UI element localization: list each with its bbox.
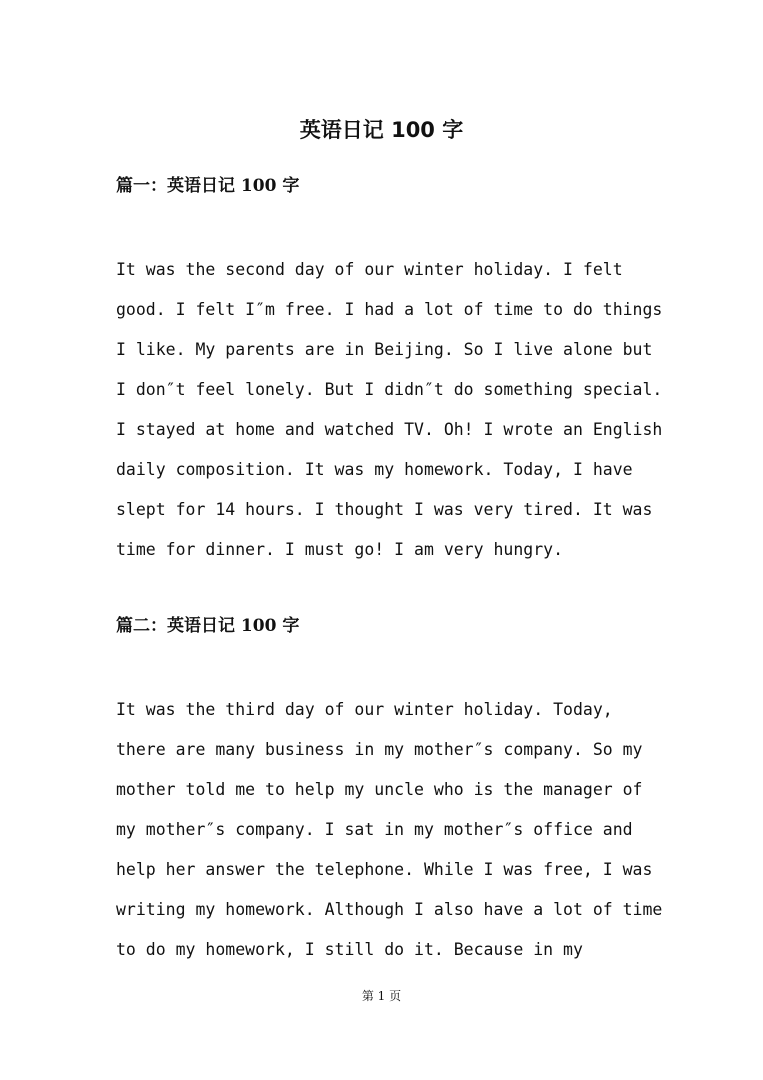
document-title: 英语日记 100 字 bbox=[299, 118, 464, 142]
text-line: good. I felt I″m free. I had a lot of time to do things bbox=[116, 300, 663, 319]
text-line: I like. My parents are in Beijing. So I live alone but bbox=[116, 340, 653, 359]
section-heading-2: 篇二：英语日记 100 字 bbox=[116, 616, 300, 636]
text-line: to do my homework, I still do it. Because in my bbox=[116, 940, 583, 959]
text-line: writing my homework. Although I also have a lot of time bbox=[116, 900, 663, 919]
text-line: slept for 14 hours. I thought I was very tired. It was bbox=[116, 500, 653, 519]
text-line: I don″t feel lonely. But I didn″t do something special. bbox=[116, 380, 663, 399]
section-heading-1: 篇一：英语日记 100 字 bbox=[116, 176, 300, 196]
text-line: mother told me to help my uncle who is the manager of bbox=[116, 780, 643, 799]
text-line: It was the second day of our winter holiday. I felt bbox=[116, 260, 623, 279]
text-line: time for dinner. I must go! I am very hungry. bbox=[116, 540, 564, 559]
section-1-paragraph bbox=[116, 250, 663, 570]
text-line: help her answer the telephone. While I was free, I was bbox=[116, 860, 653, 879]
text-line: I stayed at home and watched TV. Oh! I wrote an English bbox=[116, 420, 663, 439]
text-line: there are many business in my mother″s company. So my bbox=[116, 740, 643, 759]
text-line: daily composition. It was my homework. Today, I have bbox=[116, 460, 633, 479]
page-number: 第 1 页 bbox=[361, 989, 402, 1003]
text-line: It was the third day of our winter holiday. Today, bbox=[116, 700, 613, 719]
section-2-paragraph bbox=[116, 690, 663, 970]
text-line: my mother″s company. I sat in my mother″s office and bbox=[116, 820, 633, 839]
